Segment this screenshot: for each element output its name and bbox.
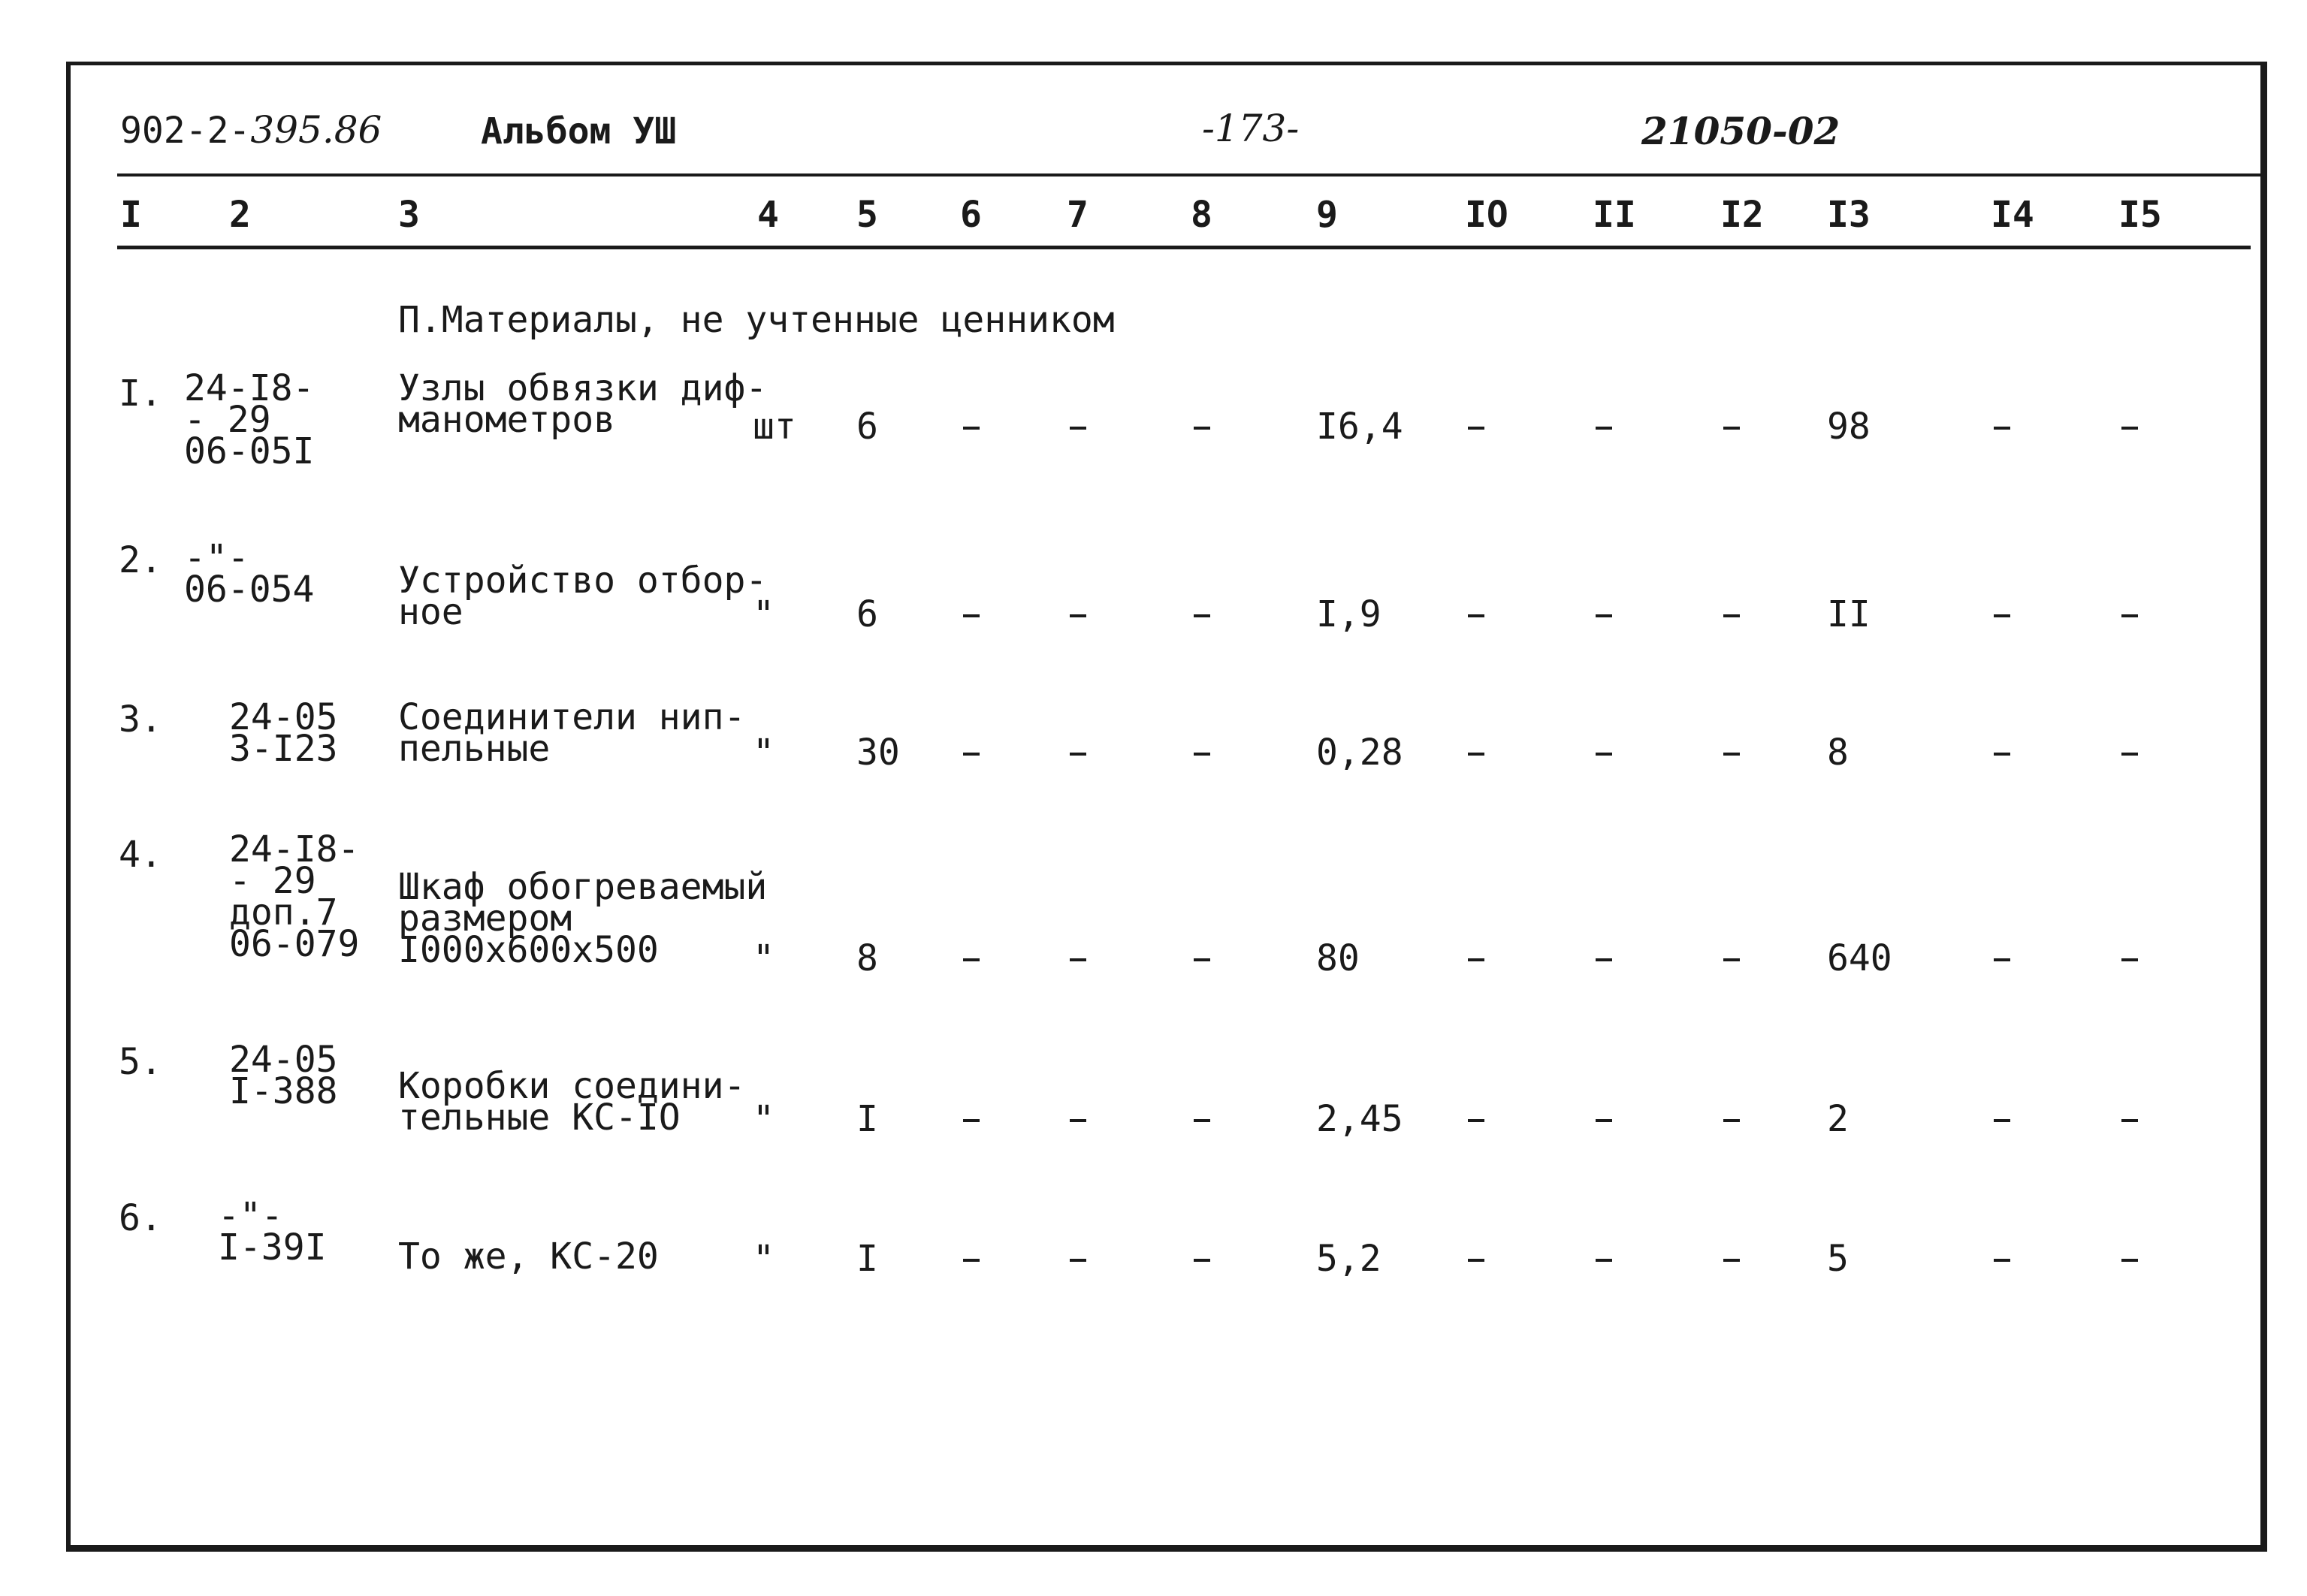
unit-cell: " [753, 1238, 775, 1280]
doc-suffix: 395.86 [250, 108, 382, 152]
empty-dash [1070, 1259, 1086, 1262]
unit-price-cell: I6,4 [1316, 406, 1403, 448]
empty-dash [963, 614, 980, 617]
empty-dash [1070, 1119, 1086, 1122]
quantity-cell: I [856, 1098, 878, 1140]
column-header-11: II [1593, 194, 1636, 236]
unit-cell: " [753, 937, 775, 979]
column-header-5: 5 [856, 194, 878, 236]
column-header-divider [117, 246, 2251, 249]
total-cell: 2 [1827, 1098, 1849, 1140]
quantity-cell: 30 [856, 732, 900, 774]
column-header-12: I2 [1720, 194, 1764, 236]
empty-dash [1596, 614, 1612, 617]
section-title: П.Материалы, не учтенные ценником [398, 299, 1115, 341]
empty-dash [2121, 1119, 2138, 1122]
column-header-9: 9 [1316, 194, 1338, 236]
empty-dash [1723, 1259, 1740, 1262]
empty-dash [1070, 958, 1086, 961]
empty-dash [1468, 1119, 1484, 1122]
price-code-line: 24-I8- [229, 828, 360, 870]
material-name-line: Коробки соедини- [398, 1065, 746, 1107]
price-code-line: 24-I8- [184, 367, 315, 409]
price-code-line: -"- [218, 1195, 283, 1237]
page-number: -173- [1202, 107, 1300, 150]
price-code-line: 06-05I [184, 430, 315, 472]
row-number: 2. [119, 539, 162, 581]
quantity-cell: I [856, 1238, 878, 1280]
album-label: Альбом УШ [481, 110, 677, 152]
header-divider [117, 173, 2267, 176]
price-code-line: 24-05 [229, 1039, 338, 1081]
empty-dash [1994, 958, 2010, 961]
quantity-cell: 6 [856, 406, 878, 448]
column-header-4: 4 [757, 194, 779, 236]
doc-prefix: 902-2- [120, 110, 251, 152]
column-header-13: I3 [1827, 194, 1871, 236]
material-name-line: I000x600x500 [398, 929, 659, 971]
empty-dash [2121, 1259, 2138, 1262]
empty-dash [1994, 1119, 2010, 1122]
total-cell: 8 [1827, 732, 1849, 774]
empty-dash [1468, 1259, 1484, 1262]
empty-dash [1194, 614, 1210, 617]
quantity-cell: 8 [856, 937, 878, 979]
unit-price-cell: 80 [1316, 937, 1360, 979]
material-name-line: размером [398, 898, 572, 940]
empty-dash [1723, 958, 1740, 961]
empty-dash [1723, 614, 1740, 617]
empty-dash [1070, 427, 1086, 430]
empty-dash [2121, 958, 2138, 961]
empty-dash [963, 427, 980, 430]
material-name-line: ное [398, 591, 464, 633]
price-code-line: 06-079 [229, 923, 360, 965]
empty-dash [2121, 427, 2138, 430]
material-name-line: То же, КС-20 [398, 1235, 659, 1278]
empty-dash [1596, 1259, 1612, 1262]
column-header-10: IO [1465, 194, 1508, 236]
empty-dash [1194, 1259, 1210, 1262]
material-name-line: тельные КС-IO [398, 1097, 681, 1139]
empty-dash [963, 753, 980, 756]
column-header-3: 3 [398, 194, 420, 236]
price-code-line: I-39I [218, 1226, 327, 1269]
empty-dash [1194, 1119, 1210, 1122]
material-name-line: Узлы обвязки диф- [398, 367, 768, 409]
column-header-7: 7 [1067, 194, 1089, 236]
column-header-6: 6 [960, 194, 982, 236]
unit-price-cell: 2,45 [1316, 1098, 1403, 1140]
empty-dash [1994, 614, 2010, 617]
unit-cell: шт [753, 406, 796, 448]
unit-price-cell: I,9 [1316, 593, 1381, 635]
empty-dash [963, 1119, 980, 1122]
total-cell: 5 [1827, 1238, 1849, 1280]
price-code-line: доп.7 [229, 892, 338, 934]
page-frame [66, 62, 2267, 1552]
price-code-line: 3-I23 [229, 728, 338, 770]
unit-price-cell: 0,28 [1316, 732, 1403, 774]
quantity-cell: 6 [856, 593, 878, 635]
empty-dash [963, 958, 980, 961]
row-number: 3. [119, 698, 162, 741]
price-code-line: I-388 [229, 1070, 338, 1112]
unit-cell: " [753, 732, 775, 774]
material-name-line: Шкаф обогреваемый [398, 866, 768, 908]
empty-dash [1994, 1259, 2010, 1262]
empty-dash [1994, 427, 2010, 430]
empty-dash [1596, 753, 1612, 756]
row-number: 4. [119, 834, 162, 876]
material-name-line: пельные [398, 728, 551, 770]
empty-dash [1596, 958, 1612, 961]
empty-dash [963, 1259, 980, 1262]
row-number: I. [119, 373, 162, 415]
column-header-1: I [120, 194, 142, 236]
empty-dash [1468, 958, 1484, 961]
unit-cell: " [753, 1098, 775, 1140]
column-header-15: I5 [2118, 194, 2162, 236]
empty-dash [1194, 958, 1210, 961]
column-header-8: 8 [1191, 194, 1212, 236]
unit-price-cell: 5,2 [1316, 1238, 1381, 1280]
material-name-line: Устройство отбор- [398, 560, 768, 602]
empty-dash [1723, 1119, 1740, 1122]
empty-dash [1468, 753, 1484, 756]
empty-dash [1723, 427, 1740, 430]
empty-dash [1596, 427, 1612, 430]
total-cell: 98 [1827, 406, 1871, 448]
empty-dash [1468, 427, 1484, 430]
empty-dash [1468, 614, 1484, 617]
price-code-line: 24-05 [229, 696, 338, 738]
empty-dash [1994, 753, 2010, 756]
empty-dash [1070, 753, 1086, 756]
empty-dash [2121, 614, 2138, 617]
empty-dash [1723, 753, 1740, 756]
price-code-line: 06-054 [184, 569, 315, 611]
row-number: 5. [119, 1041, 162, 1083]
material-name-line: манометров [398, 399, 615, 441]
empty-dash [1194, 753, 1210, 756]
row-number: 6. [119, 1197, 162, 1239]
unit-cell: " [753, 593, 775, 635]
doc-number [120, 108, 382, 152]
empty-dash [1194, 427, 1210, 430]
column-header-14: I4 [1991, 194, 2034, 236]
doc-code: 21050-02 [1641, 109, 1840, 153]
total-cell: 640 [1827, 937, 1892, 979]
material-name-line: Соединители нип- [398, 696, 746, 738]
total-cell: II [1827, 593, 1871, 635]
column-header-2: 2 [229, 194, 251, 236]
price-code-line: - 29 [229, 860, 316, 902]
empty-dash [1070, 614, 1086, 617]
empty-dash [2121, 753, 2138, 756]
empty-dash [1596, 1119, 1612, 1122]
price-code-line: - 29 [184, 399, 271, 441]
price-code-line: -"- [184, 537, 249, 579]
